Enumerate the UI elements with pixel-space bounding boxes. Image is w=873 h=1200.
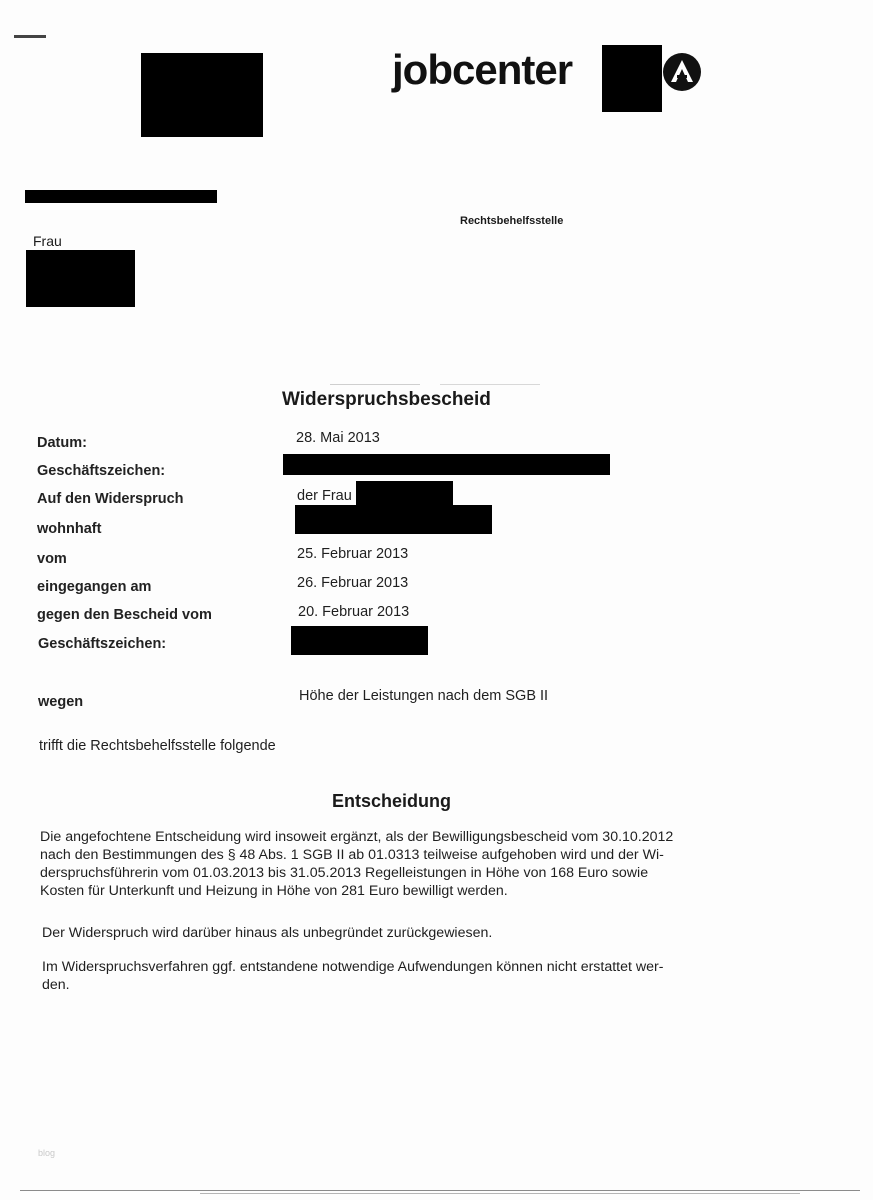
paragraph-line: den. xyxy=(42,977,70,993)
redacted-block xyxy=(602,45,662,112)
paragraph-line: Im Widerspruchsverfahren ggf. entstandene notwendige Aufwendungen können nicht erstattet wer- xyxy=(42,959,664,975)
value-bescheid-vom: 20. Februar 2013 xyxy=(298,604,410,620)
scan-edge-line xyxy=(20,1190,860,1191)
redacted-name xyxy=(356,481,453,507)
label-bescheid-vom: gegen den Bescheid vom xyxy=(37,607,212,623)
value-datum: 28. Mai 2013 xyxy=(296,430,380,446)
value-vom: 25. Februar 2013 xyxy=(297,546,409,562)
redacted-block xyxy=(141,53,263,137)
paragraph-decision xyxy=(40,828,673,900)
scan-mark xyxy=(14,35,46,38)
label-geschaeftszeichen: Geschäftszeichen: xyxy=(37,463,166,479)
redacted-geschaeftszeichen xyxy=(283,454,610,475)
value-wegen: Höhe der Leistungen nach dem SGB II xyxy=(299,688,549,704)
scan-mark xyxy=(330,384,420,385)
label-eingegangen: eingegangen am xyxy=(37,579,152,595)
label-geschaeftszeichen-2: Geschäftszeichen: xyxy=(38,636,167,652)
redacted-recipient-address xyxy=(26,250,135,307)
document-title: Widerspruchsbescheid xyxy=(282,389,491,410)
label-widerspruch: Auf den Widerspruch xyxy=(37,491,184,507)
redacted-sender-line xyxy=(25,190,217,203)
value-eingegangen: 26. Februar 2013 xyxy=(297,575,409,591)
label-vom: vom xyxy=(37,551,67,567)
faint-watermark: blog xyxy=(38,1148,56,1158)
jobcenter-logo: jobcenter xyxy=(392,46,573,93)
intro-text: trifft die Rechtsbehelfsstelle folgende xyxy=(39,738,276,754)
paragraph-line: Die angefochtene Entscheidung wird insoweit ergänzt, als der Bewilligungsbescheid vom 30.10.2012 xyxy=(40,829,674,845)
label-wegen: wegen xyxy=(38,694,84,710)
value-widerspruch: der Frau xyxy=(297,488,352,504)
paragraph-line: derspruchsführerin vom 01.03.2013 bis 31.05.2013 Regelleistungen in Höhe von 168 Euro sowie xyxy=(40,865,649,881)
redacted-address xyxy=(295,505,492,534)
paragraph-rejection: Der Widerspruch wird darüber hinaus als unbegründet zurückgewiesen. xyxy=(42,925,493,941)
scan-edge-line xyxy=(200,1193,800,1194)
scan-mark xyxy=(440,384,540,385)
label-wohnhaft: wohnhaft xyxy=(37,521,102,537)
paragraph-line: nach den Bestimmungen des § 48 Abs. 1 SGB II ab 01.0313 teilweise aufgehoben wird und der Wi- xyxy=(40,847,664,863)
redacted-geschaeftszeichen-2 xyxy=(291,626,428,655)
department-label: Rechtsbehelfsstelle xyxy=(460,215,564,227)
label-datum: Datum: xyxy=(37,435,87,451)
agentur-a-logo-icon xyxy=(662,52,702,92)
recipient-salutation: Frau xyxy=(33,233,62,249)
section-title: Entscheidung xyxy=(332,791,452,811)
paragraph-costs xyxy=(42,958,663,994)
paragraph-line: Kosten für Unterkunft und Heizung in Höhe von 281 Euro bewilligt werden. xyxy=(40,883,508,899)
